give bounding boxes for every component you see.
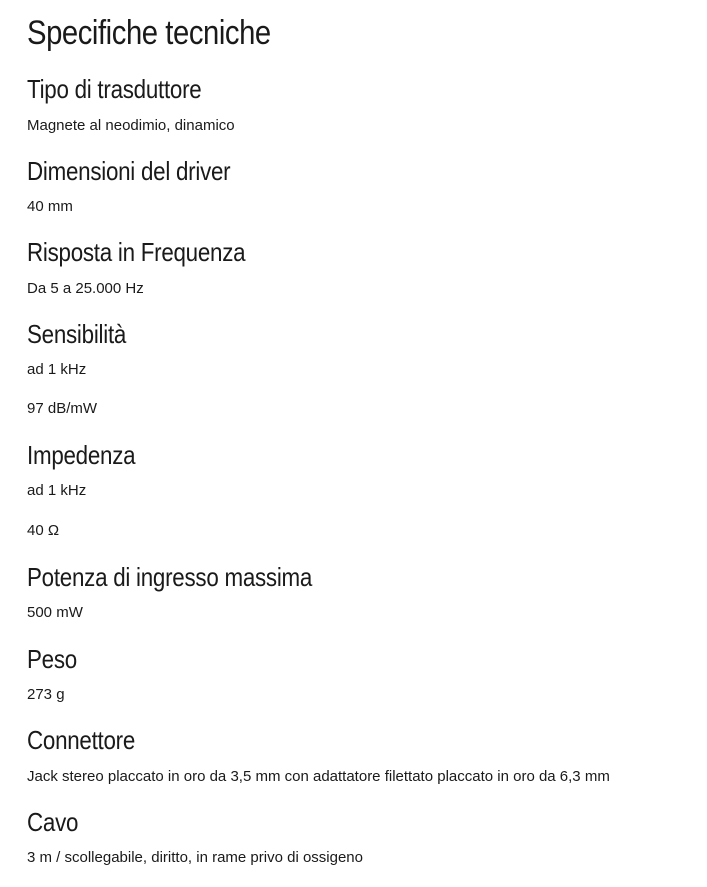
spec-label-max-input-power: Potenza di ingresso massima [27,562,313,592]
spec-label-weight: Peso [27,644,77,674]
spec-value-frequency-response: Da 5 a 25.000 Hz [27,280,144,297]
spec-label-transducer-type: Tipo di trasduttore [27,74,202,104]
spec-label-connector: Connettore [27,725,136,755]
spec-value-transducer-type: Magnete al neodimio, dinamico [27,117,235,134]
spec-value-sensitivity-condition: ad 1 kHz [27,361,87,378]
page-title: Specifiche tecniche [27,14,271,52]
spec-value-impedance-condition: ad 1 kHz [27,482,87,499]
spec-label-cable: Cavo [27,807,79,837]
spec-label-sensitivity: Sensibilità [27,319,127,349]
spec-value-driver-size: 40 mm [27,198,73,215]
spec-value-weight: 273 g [27,686,65,703]
spec-label-impedance: Impedenza [27,440,136,470]
spec-value-max-input-power: 500 mW [27,604,83,621]
spec-value-cable: 3 m / scollegabile, diritto, in rame privo di ossigeno [27,849,363,866]
spec-value-connector: Jack stereo placcato in oro da 3,5 mm con adattatore filettato placcato in oro da 6,3 mm [27,768,610,785]
spec-label-driver-size: Dimensioni del driver [27,156,231,186]
spec-value-sensitivity: 97 dB/mW [27,400,98,417]
spec-value-impedance: 40 Ω [27,522,60,539]
spec-label-frequency-response: Risposta in Frequenza [27,237,246,267]
